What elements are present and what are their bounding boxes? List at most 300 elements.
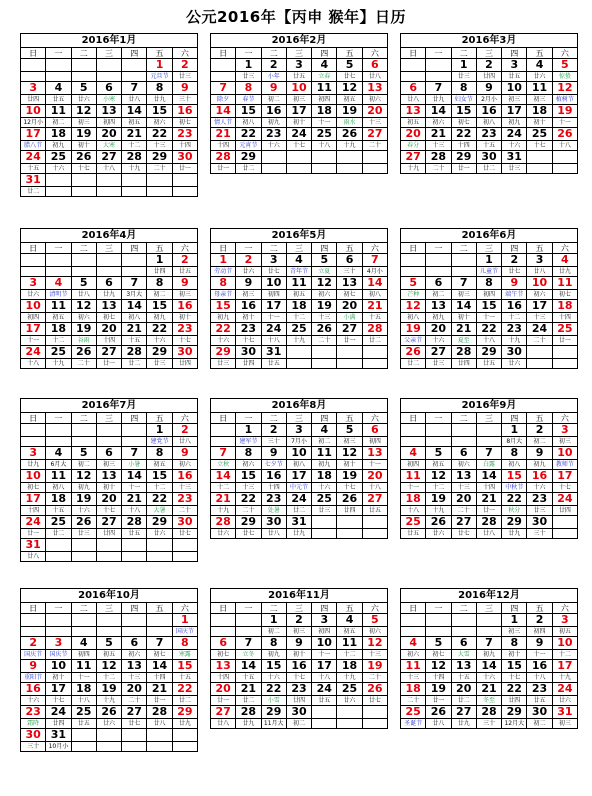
day-number: 22 — [502, 683, 527, 696]
day-number: 6 — [96, 82, 121, 95]
lunar-label — [96, 187, 121, 197]
day-number: 6 — [426, 277, 451, 290]
day-number — [286, 151, 311, 164]
lunar-label: 十二 — [96, 673, 121, 683]
lunar-label: 十八 — [476, 336, 501, 346]
day-number: 1 — [476, 254, 501, 267]
lunar-label: 初四 — [362, 437, 387, 447]
lunar-label: 青年节 — [286, 267, 311, 277]
month-calendar — [210, 228, 388, 369]
weekday-header: 五 — [147, 413, 172, 424]
lunar-label: 初七 — [21, 483, 46, 493]
day-number: 24 — [46, 706, 71, 719]
day-number: 15 — [451, 105, 476, 118]
lunar-label: 廿三 — [71, 529, 96, 539]
day-number — [211, 59, 236, 72]
day-number: 13 — [96, 105, 121, 118]
lunar-label — [96, 627, 121, 637]
lunar-label: 十六 — [502, 141, 527, 151]
lunar-label: 廿四 — [451, 359, 476, 369]
weekday-header: 一 — [426, 48, 451, 59]
lunar-label: 廿八 — [401, 95, 426, 105]
lunar-label: 大暑 — [147, 506, 172, 516]
day-number: 14 — [451, 300, 476, 313]
weekday-header: 一 — [236, 243, 261, 254]
lunar-label: 初八 — [122, 313, 147, 323]
lunar-label: 廿一 — [426, 696, 451, 706]
day-number: 12 — [96, 660, 121, 673]
lunar-label: 初十 — [46, 673, 71, 683]
month-table — [210, 412, 388, 539]
weekday-header: 日 — [21, 413, 46, 424]
day-number: 19 — [71, 323, 96, 336]
lunar-label — [527, 359, 552, 369]
day-number — [122, 614, 147, 627]
day-number: 16 — [172, 470, 197, 483]
lunar-label — [96, 742, 121, 752]
day-number: 19 — [401, 323, 426, 336]
day-number: 16 — [261, 105, 286, 118]
day-number — [122, 539, 147, 552]
day-number: 17 — [21, 493, 46, 506]
month-calendar — [20, 33, 198, 197]
lunar-label: 十五 — [172, 673, 197, 683]
lunar-label — [46, 552, 71, 562]
day-number: 12 — [362, 637, 387, 650]
lunar-label — [71, 72, 96, 82]
lunar-label: 廿二 — [46, 529, 71, 539]
day-number — [401, 424, 426, 437]
day-number: 22 — [261, 683, 286, 696]
day-number: 26 — [552, 128, 577, 141]
weekday-header: 五 — [337, 48, 362, 59]
lunar-label: 十六 — [312, 483, 337, 493]
day-number: 7 — [147, 637, 172, 650]
lunar-label: 廿六 — [96, 719, 121, 729]
day-number: 8 — [211, 277, 236, 290]
day-number: 24 — [21, 151, 46, 164]
day-number: 11 — [337, 637, 362, 650]
lunar-label: 三十 — [476, 719, 501, 729]
day-number: 25 — [401, 706, 426, 719]
lunar-label: 廿五 — [527, 696, 552, 706]
day-number — [337, 706, 362, 719]
weekday-header: 一 — [46, 603, 71, 614]
weekday-header: 日 — [211, 413, 236, 424]
day-number: 17 — [552, 470, 577, 483]
lunar-label: 十七 — [502, 673, 527, 683]
day-number — [552, 346, 577, 359]
lunar-label — [122, 552, 147, 562]
day-number: 6 — [451, 447, 476, 460]
day-number: 15 — [502, 470, 527, 483]
lunar-label: 十九 — [426, 506, 451, 516]
day-number — [172, 539, 197, 552]
day-number: 9 — [172, 447, 197, 460]
weekday-header: 三 — [96, 243, 121, 254]
lunar-label: 廿一 — [476, 506, 501, 516]
weekday-header: 一 — [46, 48, 71, 59]
lunar-label — [337, 164, 362, 174]
lunar-label — [426, 72, 451, 82]
month-title: 2016年6月 — [400, 228, 578, 242]
lunar-label: 十三 — [451, 483, 476, 493]
lunar-label: 初九 — [312, 460, 337, 470]
lunar-label — [312, 719, 337, 729]
lunar-label: 初六 — [71, 313, 96, 323]
lunar-label: 十八 — [401, 506, 426, 516]
weekday-header: 三 — [476, 413, 501, 424]
weekday-header: 三 — [476, 48, 501, 59]
day-number: 7 — [451, 277, 476, 290]
day-number — [426, 614, 451, 627]
day-number — [46, 174, 71, 187]
day-number: 22 — [502, 493, 527, 506]
day-number: 21 — [476, 683, 501, 696]
lunar-label: 廿四 — [337, 506, 362, 516]
day-number: 13 — [96, 300, 121, 313]
day-number — [401, 614, 426, 627]
lunar-label: 情人节 — [211, 118, 236, 128]
weekday-header: 三 — [96, 603, 121, 614]
lunar-label: 中元节 — [286, 483, 311, 493]
lunar-label: 廿一 — [211, 696, 236, 706]
day-number: 29 — [261, 706, 286, 719]
lunar-label: 初二 — [261, 627, 286, 637]
lunar-label: 国庆节 — [21, 650, 46, 660]
lunar-label: 初九 — [71, 483, 96, 493]
lunar-label: 十五 — [122, 336, 147, 346]
lunar-label: 十一 — [261, 313, 286, 323]
lunar-label: 廿七 — [337, 72, 362, 82]
weekday-header: 四 — [502, 243, 527, 254]
day-number: 12 — [337, 447, 362, 460]
day-number: 23 — [502, 323, 527, 336]
day-number: 29 — [147, 516, 172, 529]
day-number: 5 — [71, 447, 96, 460]
month-calendar — [20, 228, 198, 369]
day-number: 4 — [46, 277, 71, 290]
lunar-label: 初六 — [426, 118, 451, 128]
day-number: 3 — [552, 614, 577, 627]
day-number: 15 — [236, 470, 261, 483]
weekday-header: 四 — [312, 243, 337, 254]
lunar-label: 初四 — [71, 650, 96, 660]
lunar-label: 十七 — [172, 336, 197, 346]
lunar-label: 初十 — [71, 141, 96, 151]
day-number: 3 — [286, 424, 311, 437]
weekday-header: 二 — [261, 413, 286, 424]
day-number: 8 — [172, 637, 197, 650]
day-number: 14 — [122, 470, 147, 483]
lunar-label: 初二 — [527, 719, 552, 729]
day-number: 13 — [451, 660, 476, 673]
lunar-label: 廿一 — [337, 336, 362, 346]
lunar-label: 十二 — [122, 141, 147, 151]
day-number — [362, 346, 387, 359]
lunar-label — [426, 437, 451, 447]
day-number: 8 — [236, 82, 261, 95]
day-number: 10 — [46, 660, 71, 673]
lunar-label: 十四 — [147, 673, 172, 683]
day-number — [337, 516, 362, 529]
lunar-label: 十一 — [312, 650, 337, 660]
day-number — [21, 614, 46, 627]
lunar-label: 初十 — [337, 460, 362, 470]
lunar-label: 二十 — [362, 673, 387, 683]
day-number: 5 — [426, 637, 451, 650]
day-number — [147, 729, 172, 742]
day-number: 12 — [426, 660, 451, 673]
weekday-header: 六 — [172, 603, 197, 614]
lunar-label: 十九 — [96, 696, 121, 706]
lunar-label: 春节 — [236, 95, 261, 105]
lunar-label: 11月大 — [261, 719, 286, 729]
lunar-label: 初二 — [71, 460, 96, 470]
lunar-label: 廿七 — [362, 696, 387, 706]
lunar-label: 三十 — [172, 95, 197, 105]
lunar-label: 廿二 — [286, 506, 311, 516]
day-number: 18 — [71, 683, 96, 696]
day-number: 31 — [502, 151, 527, 164]
day-number — [211, 424, 236, 437]
lunar-label: 初五 — [552, 627, 577, 637]
lunar-label: 廿四 — [172, 359, 197, 369]
day-number: 1 — [502, 614, 527, 627]
lunar-label: 十五 — [236, 673, 261, 683]
lunar-label — [337, 719, 362, 729]
lunar-label: 初三 — [552, 719, 577, 729]
month-table — [210, 47, 388, 174]
day-number: 24 — [502, 128, 527, 141]
day-number — [46, 254, 71, 267]
lunar-label: 十四 — [172, 141, 197, 151]
lunar-label: 十七 — [96, 506, 121, 516]
day-number: 17 — [552, 660, 577, 673]
lunar-label: 植树节 — [552, 95, 577, 105]
month-table — [20, 412, 198, 562]
day-number: 5 — [71, 82, 96, 95]
lunar-label — [46, 267, 71, 277]
day-number: 6 — [211, 637, 236, 650]
lunar-label — [362, 529, 387, 539]
lunar-label: 十六 — [261, 141, 286, 151]
month-table — [210, 602, 388, 729]
day-number: 25 — [337, 683, 362, 696]
day-number — [71, 174, 96, 187]
lunar-label — [451, 267, 476, 277]
day-number: 5 — [312, 254, 337, 267]
month-table — [400, 412, 578, 539]
lunar-label: 廿八 — [71, 290, 96, 300]
weekday-header: 一 — [426, 603, 451, 614]
lunar-label: 国庆节 — [172, 627, 197, 637]
weekday-header: 三 — [476, 243, 501, 254]
lunar-label: 初四 — [312, 95, 337, 105]
day-number: 25 — [401, 516, 426, 529]
day-number: 13 — [96, 470, 121, 483]
day-number: 16 — [286, 660, 311, 673]
day-number: 19 — [362, 660, 387, 673]
lunar-label: 廿三 — [312, 506, 337, 516]
lunar-label: 十四 — [426, 673, 451, 683]
lunar-label: 廿三 — [236, 72, 261, 82]
lunar-label: 初三 — [286, 95, 311, 105]
lunar-label — [172, 187, 197, 197]
month-calendar — [210, 33, 388, 174]
weekday-header: 六 — [172, 413, 197, 424]
lunar-label: 初十 — [96, 483, 121, 493]
day-number: 7 — [211, 82, 236, 95]
lunar-label: 端午节 — [502, 290, 527, 300]
day-number: 26 — [71, 151, 96, 164]
day-number: 23 — [172, 493, 197, 506]
lunar-label: 立夏 — [312, 267, 337, 277]
day-number: 2 — [172, 424, 197, 437]
lunar-label: 建军节 — [236, 437, 261, 447]
lunar-label: 廿九 — [451, 719, 476, 729]
lunar-label: 初七 — [552, 290, 577, 300]
lunar-label: 廿七 — [122, 719, 147, 729]
day-number: 4 — [71, 637, 96, 650]
lunar-label: 初二 — [312, 437, 337, 447]
lunar-label: 十八 — [21, 359, 46, 369]
day-number: 19 — [71, 493, 96, 506]
day-number: 31 — [261, 346, 286, 359]
day-number — [451, 614, 476, 627]
day-number: 16 — [172, 105, 197, 118]
lunar-label: 廿五 — [261, 359, 286, 369]
lunar-label: 初五 — [426, 460, 451, 470]
lunar-label: 廿八 — [211, 719, 236, 729]
day-number — [147, 539, 172, 552]
lunar-label: 初二 — [527, 437, 552, 447]
lunar-label: 廿二 — [172, 696, 197, 706]
day-number: 25 — [312, 128, 337, 141]
weekday-header: 二 — [71, 603, 96, 614]
lunar-label: 芒种 — [401, 290, 426, 300]
lunar-label: 初九 — [502, 118, 527, 128]
day-number: 9 — [286, 637, 311, 650]
day-number — [261, 151, 286, 164]
day-number: 23 — [236, 323, 261, 336]
day-number — [312, 346, 337, 359]
lunar-label: 初十 — [286, 650, 311, 660]
day-number: 2 — [261, 424, 286, 437]
day-number: 16 — [21, 683, 46, 696]
day-number: 30 — [172, 151, 197, 164]
lunar-label: 十三 — [426, 141, 451, 151]
day-number — [71, 729, 96, 742]
lunar-label: 初十 — [172, 313, 197, 323]
day-number: 6 — [96, 447, 121, 460]
day-number: 28 — [426, 151, 451, 164]
day-number: 22 — [147, 323, 172, 336]
lunar-label: 元宵节 — [236, 141, 261, 151]
day-number: 16 — [502, 300, 527, 313]
lunar-label: 初九 — [261, 650, 286, 660]
lunar-label: 廿四 — [96, 529, 121, 539]
weekday-header: 二 — [451, 413, 476, 424]
lunar-label: 十二 — [552, 650, 577, 660]
lunar-label: 十六 — [46, 164, 71, 174]
lunar-label: 廿八 — [527, 267, 552, 277]
lunar-label: 7月小 — [286, 437, 311, 447]
day-number: 17 — [21, 323, 46, 336]
lunar-label — [122, 437, 147, 447]
lunar-label: 立春 — [312, 72, 337, 82]
lunar-label — [527, 164, 552, 174]
lunar-label: 初十 — [502, 650, 527, 660]
lunar-label: 廿一 — [552, 336, 577, 346]
lunar-label: 十六 — [426, 336, 451, 346]
day-number: 7 — [426, 82, 451, 95]
lunar-label: 母亲节 — [211, 290, 236, 300]
day-number: 8 — [502, 447, 527, 460]
lunar-label: 十八 — [122, 506, 147, 516]
day-number: 2 — [261, 59, 286, 72]
month-title: 2016年3月 — [400, 33, 578, 47]
day-number: 18 — [46, 493, 71, 506]
weekday-header: 六 — [172, 48, 197, 59]
lunar-label — [96, 267, 121, 277]
day-number: 11 — [312, 447, 337, 460]
day-number: 28 — [476, 516, 501, 529]
day-number: 20 — [337, 300, 362, 313]
day-number: 19 — [426, 493, 451, 506]
lunar-label: 廿六 — [211, 529, 236, 539]
day-number — [211, 614, 236, 627]
day-number: 29 — [502, 706, 527, 719]
lunar-label: 初五 — [337, 627, 362, 637]
lunar-label: 廿四 — [286, 696, 311, 706]
day-number: 28 — [451, 346, 476, 359]
lunar-label — [21, 72, 46, 82]
day-number: 17 — [502, 105, 527, 118]
day-number: 20 — [362, 105, 387, 118]
lunar-label: 廿八 — [426, 719, 451, 729]
lunar-label: 十二 — [502, 313, 527, 323]
lunar-label: 十三 — [362, 118, 387, 128]
day-number: 26 — [312, 323, 337, 336]
lunar-label: 十九 — [401, 164, 426, 174]
lunar-label: 廿六 — [236, 267, 261, 277]
lunar-label — [552, 529, 577, 539]
lunar-label: 廿二 — [236, 164, 261, 174]
lunar-label: 二十 — [172, 506, 197, 516]
lunar-label: 二十 — [362, 141, 387, 151]
day-number: 25 — [312, 493, 337, 506]
day-number: 13 — [401, 105, 426, 118]
weekday-header: 三 — [286, 48, 311, 59]
lunar-label: 廿二 — [476, 164, 501, 174]
lunar-label: 初六 — [147, 118, 172, 128]
day-number: 21 — [236, 683, 261, 696]
day-number: 4 — [312, 424, 337, 437]
lunar-label: 初十 — [286, 118, 311, 128]
lunar-label — [122, 742, 147, 752]
day-number: 10 — [286, 447, 311, 460]
lunar-label: 十三 — [122, 673, 147, 683]
weekday-header: 五 — [337, 603, 362, 614]
lunar-label: 十九 — [337, 141, 362, 151]
day-number: 17 — [46, 683, 71, 696]
lunar-label: 初五 — [122, 118, 147, 128]
day-number: 13 — [337, 277, 362, 290]
lunar-label — [147, 187, 172, 197]
lunar-label: 廿四 — [147, 267, 172, 277]
lunar-label: 寒露 — [172, 650, 197, 660]
